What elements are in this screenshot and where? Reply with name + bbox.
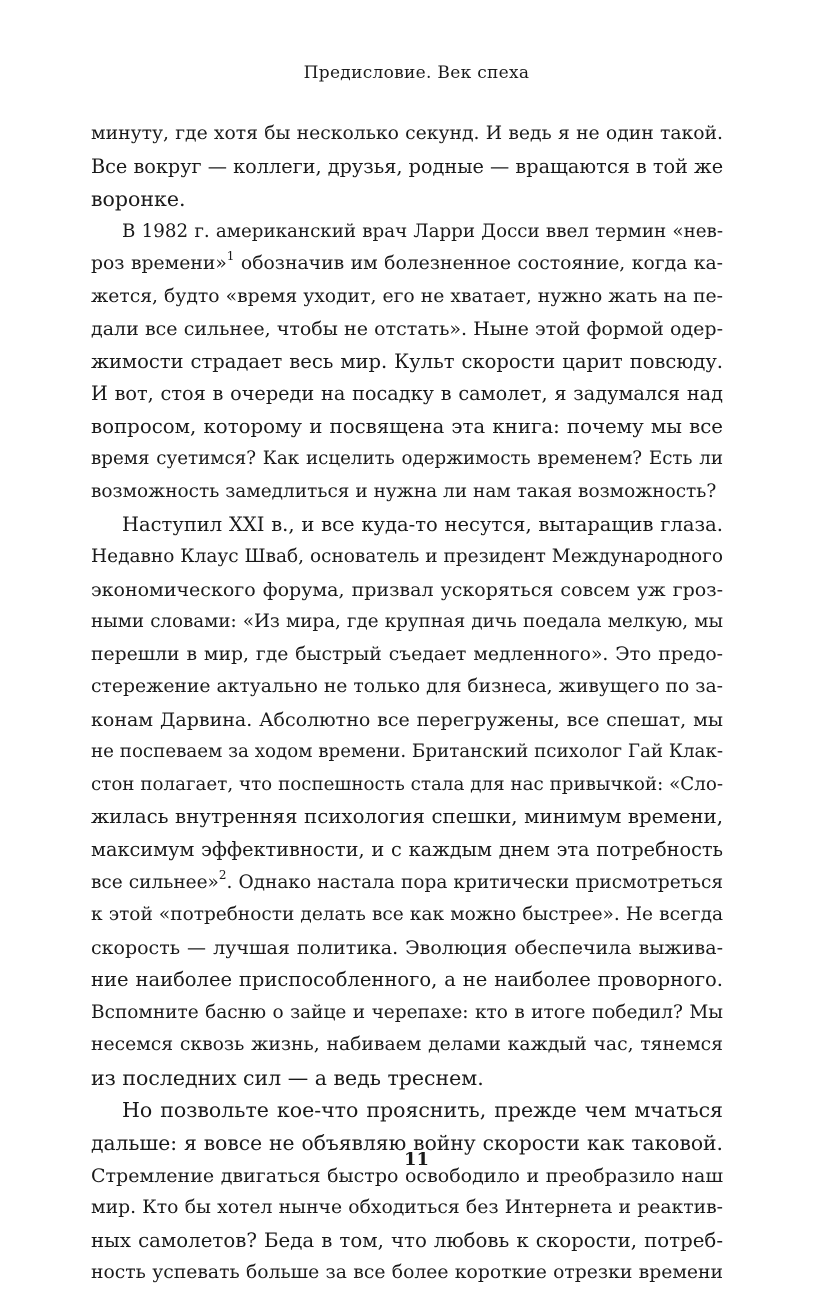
text-fragment: . Однако настала пора критически присмотреться xyxy=(226,871,724,893)
text-line: Но позвольте кое-что прояснить, прежде чем мчаться xyxy=(122,1098,723,1123)
text-line: жимости страдает весь мир. Культ скорости царит повсюду. xyxy=(91,349,723,373)
text-line: к этой «потребности делать все как можно быстрее». Не всегда xyxy=(91,904,723,926)
text-line: Вспомните басню о зайце и черепахе: кто в итоге победил? Мы xyxy=(91,1001,723,1023)
text-line: минуту, где хотя бы несколько секунд. И ведь я не один такой. xyxy=(91,123,723,144)
text-line xyxy=(91,867,723,900)
text-line: воронке. xyxy=(91,187,186,212)
body-text xyxy=(91,118,723,1290)
page-number: 11 xyxy=(403,1149,430,1170)
text-line: время суетимся? Как исцелить одержимость временем? Есть ли xyxy=(91,448,723,470)
text-fragment: все сильнее» xyxy=(91,871,219,893)
text-line: Наступил XXI в., и все куда-то несутся, вытаращив глаза. xyxy=(122,512,723,536)
text-line: Недавно Клаус Шваб, основатель и президент Международного xyxy=(91,546,723,568)
text-line: И вот, стоя в очереди на посадку в самолет, я задумался над xyxy=(91,382,723,406)
text-line: мир. Кто бы хотел нынче обходиться без Интернета и реактив- xyxy=(91,1197,723,1219)
text-line: ными словами: «Из мира, где крупная дичь поедала мелкую, мы xyxy=(91,611,723,633)
text-line: не поспеваем за ходом времени. Британский психолог Гай Клак- xyxy=(91,741,723,763)
text-line: В 1982 г. американский врач Ларри Досси ввел термин «нев- xyxy=(122,220,723,242)
text-line: дали все сильнее, чтобы не отстать». Ныне этой формой одер- xyxy=(91,318,723,341)
footnote-ref[interactable]: 1 xyxy=(226,249,235,264)
text-line: максимум эффективности, и с каждым днем эта потребность xyxy=(91,838,723,862)
text-line: стон полагает, что поспешность стала для нас привычкой: «Сло- xyxy=(91,773,723,795)
text-line: дальше: я вовсе не объявляю войну скорости как таковой. xyxy=(91,1130,723,1155)
text-line: экономического форума, призвал ускоряться совсем уж гроз- xyxy=(91,578,723,601)
running-head: Предисловие. Век спеха xyxy=(303,63,530,83)
text-line xyxy=(91,248,723,281)
text-line: возможность замедлиться и нужна ли нам такая возможность? xyxy=(91,481,717,503)
text-line: Стремление двигаться быстро освободило и преобразило наш xyxy=(91,1164,723,1187)
text-line: вопросом, которому и посвящена эта книга: почему мы все xyxy=(91,414,723,438)
text-line: несемся сквозь жизнь, набиваем делами каждый час, тянемся xyxy=(91,1034,723,1056)
text-fragment: обозначив им болезненное состояние, когда ка- xyxy=(234,253,723,275)
text-line: скорость — лучшая политика. Эволюция обеспечила выжива- xyxy=(91,936,723,959)
text-line: стережение актуально не только для бизнеса, живущего по за- xyxy=(91,676,723,698)
text-line: ние наиболее приспособленного, а не наиболее проворного. xyxy=(91,968,723,992)
text-line: Все вокруг — коллеги, друзья, родные — вращаются в той же xyxy=(91,154,724,178)
text-line: перешли в мир, где быстрый съедает медленного». Это предо- xyxy=(91,643,723,665)
footnote-ref[interactable]: 2 xyxy=(218,867,227,882)
text-line: ных самолетов? Беда в том, что любовь к скорости, потреб- xyxy=(91,1228,723,1252)
text-line: жется, будто «время уходит, его не хватает, нужно жать на пе- xyxy=(91,285,723,307)
text-line: жилась внутренняя психология спешки, минимум времени, xyxy=(91,805,723,829)
text-line: из последних сил — а ведь треснем. xyxy=(91,1065,484,1090)
text-line: ность успевать больше за все более короткие отрезки времени xyxy=(91,1262,723,1284)
text-line: конам Дарвина. Абсолютно все перегружены, все спешат, мы xyxy=(91,708,723,731)
text-fragment: роз времени» xyxy=(91,253,227,275)
